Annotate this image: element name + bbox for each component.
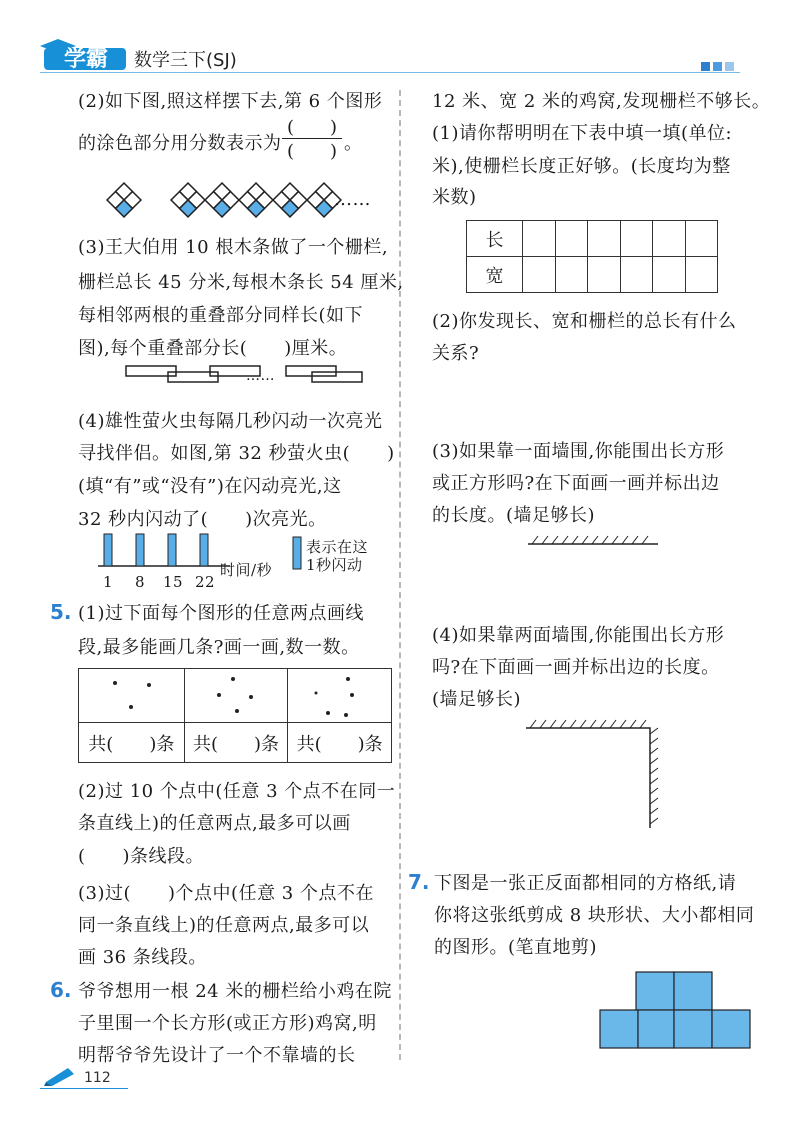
- q5-3-line1: (3)过( )个点中(任意 3 个点不在: [78, 883, 374, 904]
- q7-line3: 的图形。(笔直地剪): [434, 937, 598, 958]
- q6-line1: 爷爷想用一根 24 米的栅栏给小鸡在院: [78, 981, 392, 1002]
- single-wall-figure: [526, 532, 660, 548]
- points-cell-3[interactable]: [79, 669, 185, 723]
- question-number-5: 5.: [50, 600, 72, 624]
- column-divider: [399, 90, 401, 1060]
- q4-line1: (4)雄性萤火虫每隔几秒闪动一次亮光: [78, 411, 383, 432]
- legend-swatch: [292, 536, 302, 570]
- book-title: 数学三下(SJ): [134, 50, 237, 71]
- overlapping-boards-figure: [124, 362, 364, 386]
- q6-line4: 12 米、宽 2 米的鸡窝,发现栅栏不够长。: [432, 91, 771, 112]
- points-table: [78, 668, 392, 763]
- tick-label: 8: [135, 573, 146, 591]
- points-cell-4[interactable]: [184, 669, 288, 723]
- row-header-length: 长: [467, 221, 523, 257]
- table-cell[interactable]: [555, 257, 588, 293]
- table-cell[interactable]: [620, 221, 653, 257]
- q7-line1: 下图是一张正反面都相同的方格纸,请: [434, 873, 737, 894]
- q6-line2: 子里围一个长方形(或正方形)鸡窝,明: [78, 1013, 377, 1034]
- q3-line3: 每相邻两根的重叠部分同样长(如下: [78, 305, 364, 326]
- table-cell[interactable]: [523, 257, 556, 293]
- q3-line4: 图),每个重叠部分长( )厘米。: [78, 338, 348, 359]
- q6-4-line2: 吗?在下面画一画并标出边的长度。: [432, 657, 720, 678]
- q2-line2: 的涂色部分用分数表示为: [78, 133, 282, 154]
- q2-line1: (2)如下图,照这样摆下去,第 6 个图形: [78, 91, 383, 112]
- page-number: 112: [84, 1070, 111, 1086]
- table-cell[interactable]: [653, 257, 686, 293]
- axis-label: 时间/秒: [220, 561, 273, 579]
- page-header: [0, 0, 800, 80]
- q3-line1: (3)王大伯用 10 根木条做了一个栅栏,: [78, 237, 389, 258]
- logo-text: 学霸: [64, 47, 109, 72]
- table-cell[interactable]: [523, 221, 556, 257]
- q6-line3: 明帮爷爷先设计了一个不靠墙的长: [78, 1045, 356, 1066]
- q6-1-line2: 米),使栅栏长度正好够。(长度均为整: [432, 156, 731, 177]
- q7-line2: 你将这张纸剪成 8 块形状、大小都相同: [434, 905, 755, 926]
- q5-line1: (1)过下面每个图形的任意两点画线: [78, 603, 364, 624]
- legend-line2: 1秒闪动: [306, 556, 363, 574]
- table-cell[interactable]: [588, 221, 621, 257]
- length-width-table: [466, 220, 718, 293]
- q6-2-line2: 关系?: [432, 343, 480, 364]
- q6-4-line1: (4)如果靠两面墙围,你能围出长方形: [432, 625, 725, 646]
- count-cell[interactable]: 共( )条: [184, 723, 288, 763]
- tick-label: 15: [163, 573, 184, 591]
- row-header-width: 宽: [467, 257, 523, 293]
- question-number-6: 6.: [50, 978, 72, 1002]
- q5-3-line3: 画 36 条线段。: [78, 947, 207, 968]
- q4-line2: 寻找伴侣。如图,第 32 秒萤火虫( ): [78, 443, 395, 464]
- q5-3-line2: 同一条直线上)的任意两点,最多可以: [78, 915, 370, 936]
- firefly-timeline: [94, 530, 234, 572]
- footer-rule: [40, 1088, 128, 1089]
- points-cell-5[interactable]: [288, 669, 392, 723]
- header-rule: [40, 72, 740, 73]
- figure-ellipsis: ……: [334, 189, 371, 210]
- q5-line2: 段,最多能画几条?画一画,数一数。: [78, 637, 360, 658]
- tick-label: 22: [195, 573, 216, 591]
- q2-end-mark: 。: [344, 133, 363, 154]
- table-cell[interactable]: [685, 221, 718, 257]
- table-cell[interactable]: [588, 257, 621, 293]
- q6-1-line3: 米数): [432, 187, 477, 208]
- boards-ellipsis: ……: [246, 368, 275, 384]
- question-number-7: 7.: [408, 870, 430, 894]
- q6-3-line1: (3)如果靠一面墙围,你能围出长方形: [432, 441, 725, 462]
- q4-line4: 32 秒内闪动了( )次亮光。: [78, 509, 327, 530]
- table-cell[interactable]: [653, 221, 686, 257]
- count-cell[interactable]: 共( )条: [288, 723, 392, 763]
- fraction-numerator[interactable]: ( ): [282, 118, 342, 139]
- q3-line2: 栅栏总长 45 分米,每根木条长 54 厘米,: [78, 272, 404, 293]
- corner-wall-figure: [524, 716, 664, 830]
- pencil-icon: [42, 1064, 78, 1086]
- q6-4-line3: (墙足够长): [432, 689, 522, 710]
- q5-2-line1: (2)过 10 个点中(任意 3 个点不在同一: [78, 781, 396, 802]
- q6-1-line1: (1)请你帮明明在下表中填一填(单位:: [432, 123, 733, 144]
- q6-3-line2: 或正方形吗?在下面画一画并标出边: [432, 473, 720, 494]
- q5-2-line2: 条直线上)的任意两点,最多可以画: [78, 813, 351, 834]
- grid-paper-figure[interactable]: [598, 970, 754, 1052]
- table-cell[interactable]: [685, 257, 718, 293]
- tick-label: 1: [103, 573, 114, 591]
- q6-3-line3: 的长度。(墙足够长): [432, 505, 596, 526]
- table-cell[interactable]: [620, 257, 653, 293]
- q6-2-line1: (2)你发现长、宽和栅栏的总长有什么: [432, 311, 737, 332]
- fraction-denominator[interactable]: ( ): [286, 141, 338, 162]
- q4-line3: (填“有”或“没有”)在闪动亮光,这: [78, 476, 342, 497]
- count-cell[interactable]: 共( )条: [79, 723, 185, 763]
- table-cell[interactable]: [555, 221, 588, 257]
- legend-line1: 表示在这: [306, 538, 369, 556]
- q5-2-line3: ( )条线段。: [78, 846, 205, 867]
